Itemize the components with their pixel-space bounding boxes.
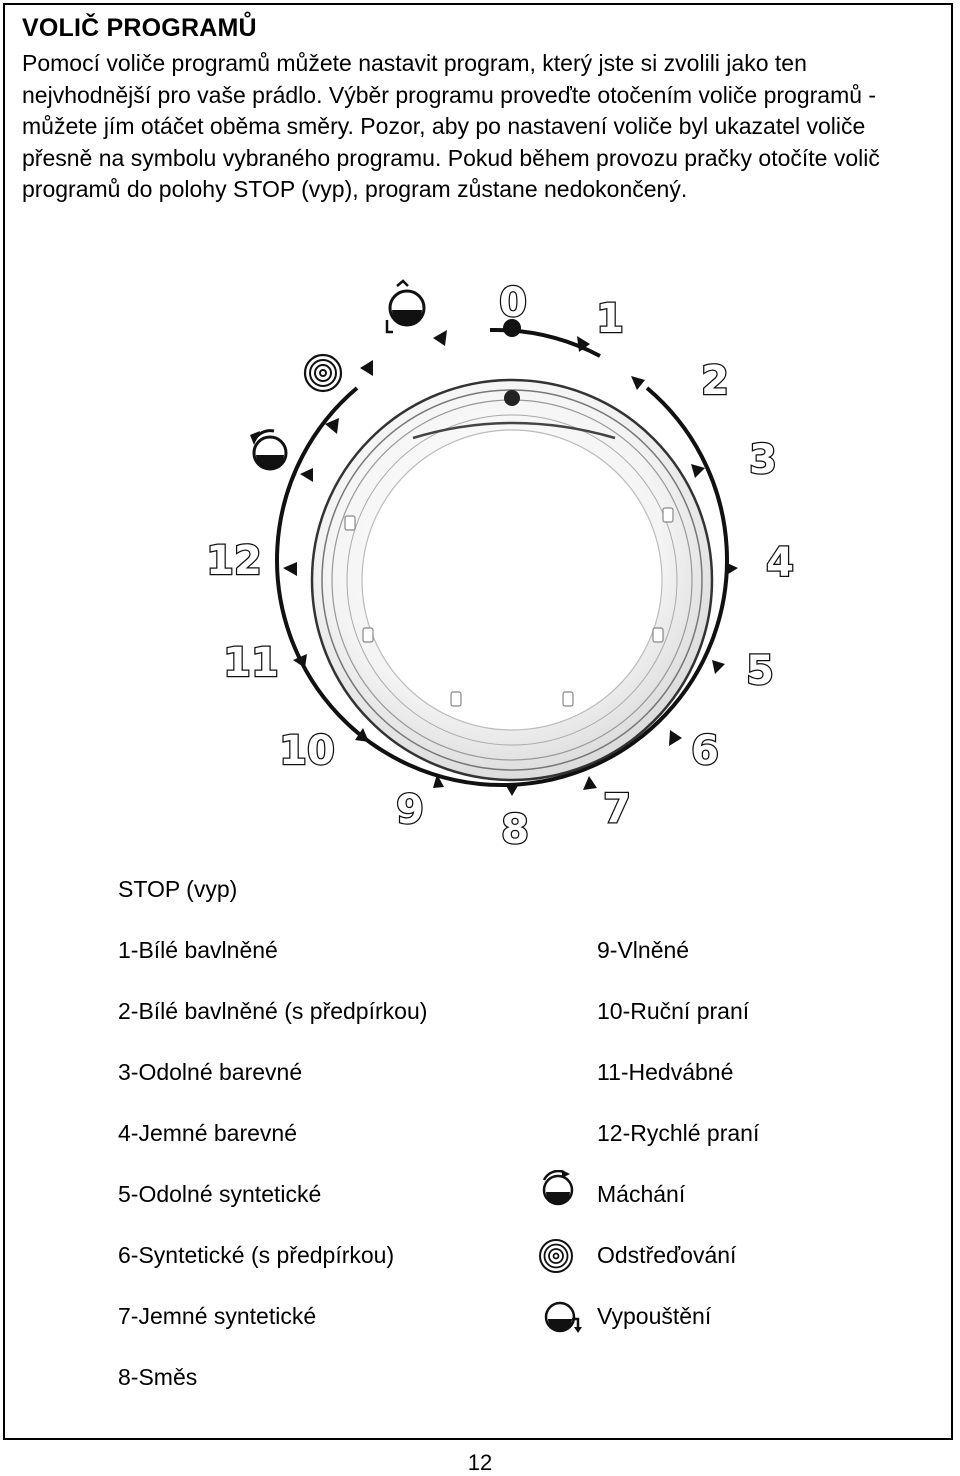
legend-item-1: 1-Bílé bavlněné xyxy=(118,937,278,963)
dial-label-2: 2 xyxy=(701,358,729,404)
legend-spin-icon xyxy=(536,1236,576,1276)
rinse-icon xyxy=(250,431,286,469)
dial-label-0: 0 xyxy=(499,280,527,326)
legend-item-10: 10-Ruční praní xyxy=(597,998,750,1024)
drain-icon xyxy=(387,281,424,332)
legend-item-6: 6-Syntetické (s předpírkou) xyxy=(118,1242,395,1268)
legend-item-8: 8-Směs xyxy=(118,1364,198,1390)
dial-label-8: 8 xyxy=(501,807,529,848)
legend-spin-label: Odstřeďování xyxy=(597,1242,737,1268)
spin-icon xyxy=(305,355,341,391)
dial-label-7: 7 xyxy=(603,786,631,832)
legend-stop: STOP (vyp) xyxy=(118,876,238,902)
dial-label-11: 11 xyxy=(223,640,279,686)
dial-label-9: 9 xyxy=(396,787,424,833)
program-dial xyxy=(185,268,805,848)
legend-item-12: 12-Rychlé praní xyxy=(597,1120,760,1146)
dial-label-12: 12 xyxy=(206,538,262,584)
legend-drain-label: Vypouštění xyxy=(597,1303,712,1329)
dial-label-10: 10 xyxy=(279,728,335,774)
dial-knob xyxy=(312,380,712,780)
legend-item-7: 7-Jemné syntetické xyxy=(118,1303,317,1329)
legend-item-5: 5-Odolné syntetické xyxy=(118,1181,322,1207)
dial-label-5: 5 xyxy=(746,648,774,694)
dial-label-4: 4 xyxy=(766,540,794,586)
legend-item-2: 2-Bílé bavlněné (s předpírkou) xyxy=(118,998,428,1024)
dial-label-1: 1 xyxy=(596,296,624,342)
legend-item-4: 4-Jemné barevné xyxy=(118,1120,297,1146)
dial-label-6: 6 xyxy=(691,728,719,774)
legend-item-11: 11-Hedvábné xyxy=(597,1059,734,1085)
dial-label-3: 3 xyxy=(749,437,777,483)
legend-rinse-label: Máchání xyxy=(597,1181,686,1207)
section-title: VOLIČ PROGRAMŮ xyxy=(22,14,257,42)
legend-item-9: 9-Vlněné xyxy=(597,937,690,963)
legend-item-3: 3-Odolné barevné xyxy=(118,1059,303,1085)
intro-paragraph: Pomocí voliče programů můžete nastavit program, který jste si zvolili jako ten nejvhodnější pro vaše prádlo. Výběr programu proveďte otočením voliče programů - můžete jím otáčet oběma směry. Pozor, aby po nastavení voliče byl ukazatel voliče přesně na symbolu vybraného programu. Pokud během provozu pračky otočíte volič programů do polohy STOP (vyp), program zůstane nedokončený. xyxy=(22,50,880,202)
legend-drain-icon xyxy=(538,1297,582,1337)
page-number: 12 xyxy=(467,1450,493,1475)
legend-rinse-icon xyxy=(538,1170,578,1210)
